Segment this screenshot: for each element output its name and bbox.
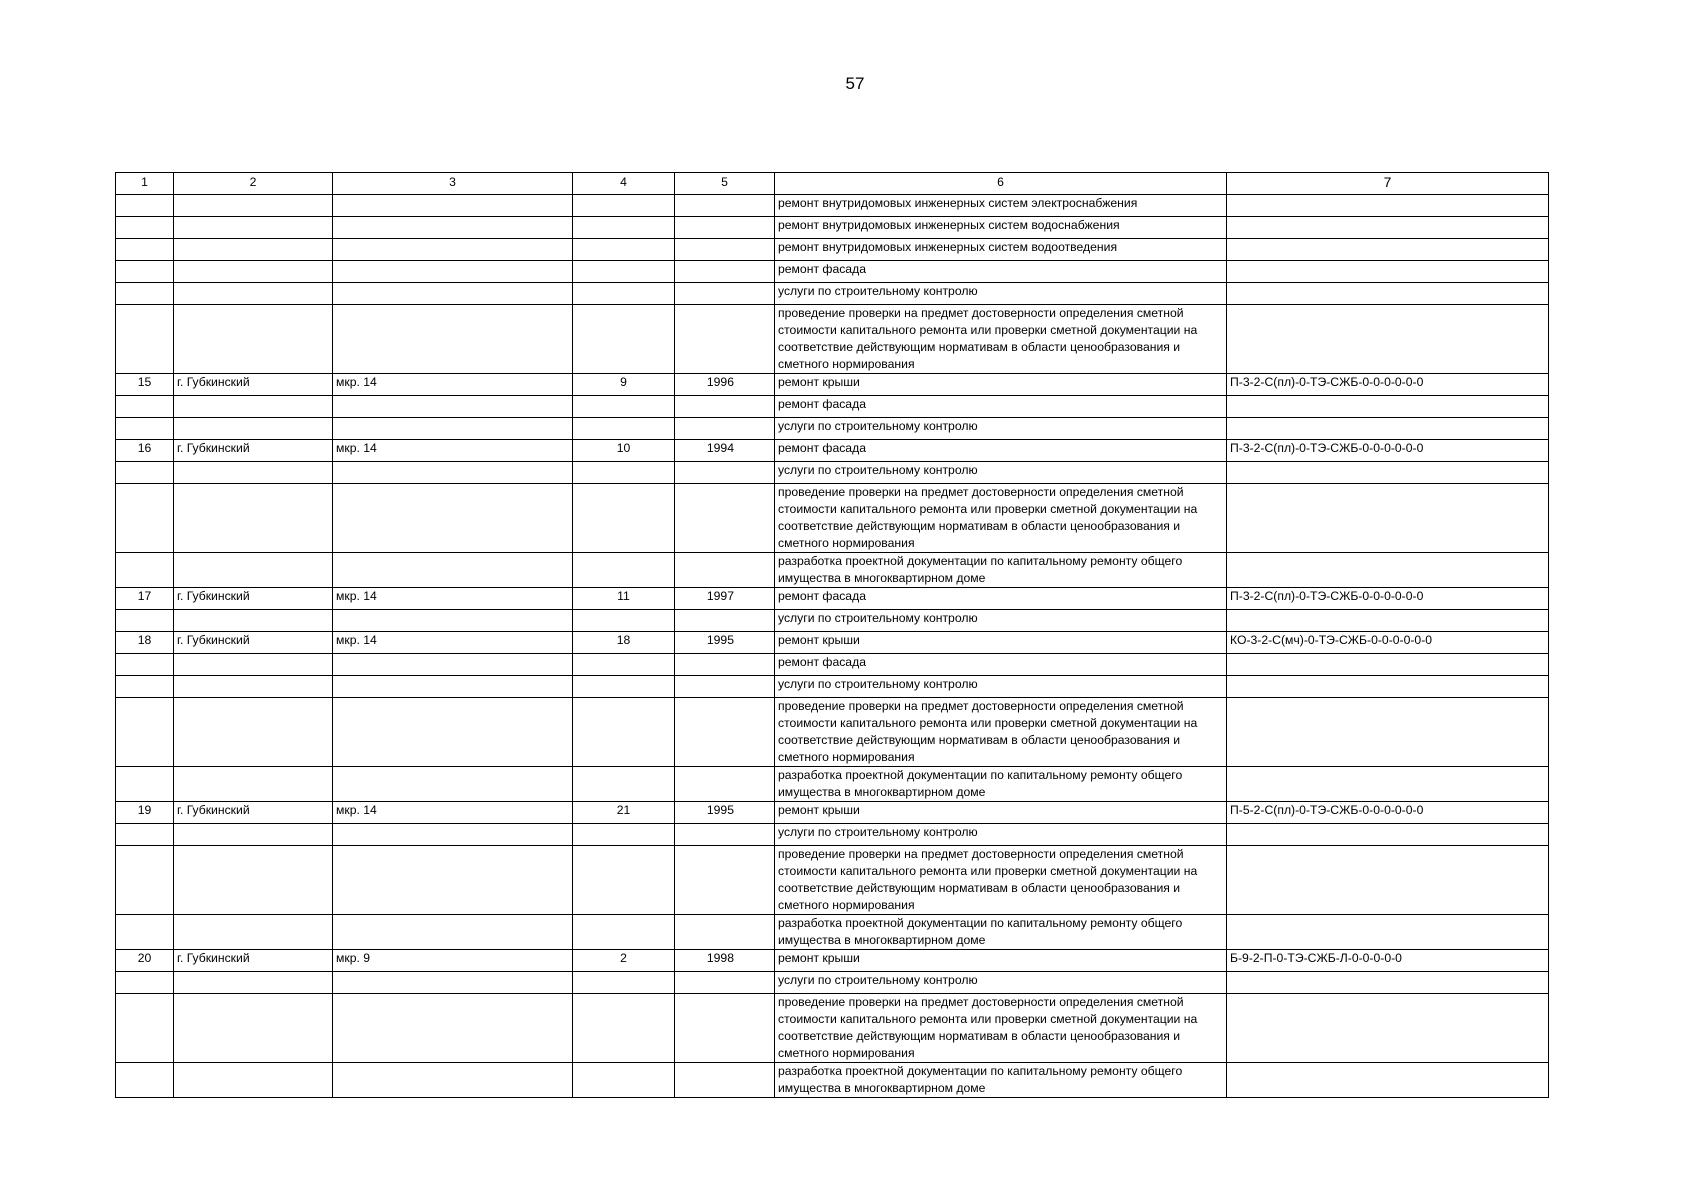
cell-district	[333, 824, 573, 846]
cell-house-number	[573, 698, 675, 767]
header-cell-5: 5	[675, 173, 775, 195]
cell-building-code	[1227, 239, 1549, 261]
cell-work-type: ремонт фасада	[775, 261, 1227, 283]
table-row	[116, 767, 1549, 802]
table-row	[116, 283, 1549, 305]
cell-house-number	[573, 217, 675, 239]
cell-city	[174, 846, 333, 915]
cell-district	[333, 1063, 573, 1098]
cell-row-number: 20	[116, 950, 174, 972]
cell-year	[675, 767, 775, 802]
cell-year	[675, 846, 775, 915]
cell-house-number	[573, 654, 675, 676]
cell-work-type: услуги по строительному контролю	[775, 462, 1227, 484]
cell-city	[174, 195, 333, 217]
cell-district	[333, 462, 573, 484]
cell-work-type: услуги по строительному контролю	[775, 283, 1227, 305]
cell-city	[174, 462, 333, 484]
cell-building-code	[1227, 972, 1549, 994]
table-row	[116, 972, 1549, 994]
cell-year: 1997	[675, 588, 775, 610]
cell-row-number	[116, 676, 174, 698]
cell-work-type: разработка проектной документации по капитальному ремонту общего имущества в многоквартирном доме	[775, 1063, 1227, 1098]
cell-row-number	[116, 484, 174, 553]
table-row	[116, 802, 1549, 824]
cell-building-code	[1227, 462, 1549, 484]
table-row	[116, 396, 1549, 418]
cell-row-number	[116, 396, 174, 418]
table-row	[116, 824, 1549, 846]
cell-house-number: 21	[573, 802, 675, 824]
cell-city: г. Губкинский	[174, 632, 333, 654]
cell-house-number: 2	[573, 950, 675, 972]
cell-house-number	[573, 824, 675, 846]
cell-city: г. Губкинский	[174, 950, 333, 972]
cell-building-code: КО-3-2-С(мч)-0-ТЭ-СЖБ-0-0-0-0-0-0	[1227, 632, 1549, 654]
cell-city: г. Губкинский	[174, 440, 333, 462]
cell-row-number	[116, 418, 174, 440]
cell-district	[333, 654, 573, 676]
table-body	[116, 195, 1549, 1098]
cell-building-code	[1227, 824, 1549, 846]
cell-work-type: ремонт фасада	[775, 588, 1227, 610]
cell-district	[333, 261, 573, 283]
table-row	[116, 374, 1549, 396]
cell-work-type: ремонт внутридомовых инженерных систем водоснабжения	[775, 217, 1227, 239]
table-row	[116, 610, 1549, 632]
cell-year	[675, 195, 775, 217]
cell-building-code: П-3-2-С(пл)-0-ТЭ-СЖБ-0-0-0-0-0-0	[1227, 374, 1549, 396]
cell-work-type: ремонт фасада	[775, 440, 1227, 462]
cell-city: г. Губкинский	[174, 588, 333, 610]
cell-city	[174, 767, 333, 802]
header-cell-2: 2	[174, 173, 333, 195]
cell-building-code: Б-9-2-П-0-ТЭ-СЖБ-Л-0-0-0-0-0	[1227, 950, 1549, 972]
cell-row-number	[116, 283, 174, 305]
cell-row-number	[116, 610, 174, 632]
cell-city	[174, 824, 333, 846]
cell-district	[333, 484, 573, 553]
cell-work-type: услуги по строительному контролю	[775, 418, 1227, 440]
header-cell-7: 7	[1227, 173, 1549, 195]
cell-city	[174, 553, 333, 588]
cell-house-number	[573, 261, 675, 283]
cell-year	[675, 261, 775, 283]
cell-building-code	[1227, 418, 1549, 440]
cell-work-type: услуги по строительному контролю	[775, 676, 1227, 698]
cell-year	[675, 698, 775, 767]
cell-district	[333, 553, 573, 588]
cell-row-number	[116, 195, 174, 217]
cell-district	[333, 676, 573, 698]
cell-year	[675, 305, 775, 374]
cell-year: 1996	[675, 374, 775, 396]
cell-district	[333, 698, 573, 767]
cell-district: мкр. 14	[333, 802, 573, 824]
cell-district: мкр. 14	[333, 588, 573, 610]
cell-city	[174, 396, 333, 418]
cell-building-code	[1227, 994, 1549, 1063]
cell-work-type: разработка проектной документации по капитальному ремонту общего имущества в многоквартирном доме	[775, 553, 1227, 588]
cell-work-type: разработка проектной документации по капитальному ремонту общего имущества в многоквартирном доме	[775, 915, 1227, 950]
cell-row-number	[116, 994, 174, 1063]
table-row	[116, 195, 1549, 217]
cell-row-number	[116, 767, 174, 802]
cell-city: г. Губкинский	[174, 374, 333, 396]
cell-row-number	[116, 553, 174, 588]
cell-city	[174, 972, 333, 994]
cell-house-number	[573, 239, 675, 261]
cell-district: мкр. 9	[333, 950, 573, 972]
header-cell-4: 4	[573, 173, 675, 195]
table-row	[116, 654, 1549, 676]
cell-row-number	[116, 217, 174, 239]
cell-house-number	[573, 610, 675, 632]
cell-city	[174, 1063, 333, 1098]
cell-year: 1994	[675, 440, 775, 462]
cell-house-number	[573, 553, 675, 588]
cell-row-number	[116, 846, 174, 915]
table-row	[116, 217, 1549, 239]
cell-work-type: услуги по строительному контролю	[775, 610, 1227, 632]
cell-year	[675, 283, 775, 305]
cell-district: мкр. 14	[333, 440, 573, 462]
table-row	[116, 305, 1549, 374]
cell-building-code	[1227, 915, 1549, 950]
cell-house-number	[573, 972, 675, 994]
cell-row-number	[116, 239, 174, 261]
cell-district	[333, 846, 573, 915]
table-row	[116, 553, 1549, 588]
cell-house-number: 9	[573, 374, 675, 396]
cell-work-type: проведение проверки на предмет достоверности определения сметной стоимости капитального ремонта или проверки сметной документации на соответствие действующим нормативам в области ценообразования и сметного нормирования	[775, 484, 1227, 553]
table-row	[116, 588, 1549, 610]
cell-row-number: 19	[116, 802, 174, 824]
cell-house-number	[573, 994, 675, 1063]
cell-row-number: 16	[116, 440, 174, 462]
cell-city	[174, 698, 333, 767]
cell-district	[333, 767, 573, 802]
table-row	[116, 440, 1549, 462]
cell-work-type: проведение проверки на предмет достоверности определения сметной стоимости капитального ремонта или проверки сметной документации на соответствие действующим нормативам в области ценообразования и сметного нормирования	[775, 305, 1227, 374]
table-row	[116, 676, 1549, 698]
cell-year	[675, 396, 775, 418]
cell-house-number	[573, 305, 675, 374]
cell-district	[333, 195, 573, 217]
cell-year	[675, 915, 775, 950]
cell-house-number	[573, 767, 675, 802]
cell-year	[675, 972, 775, 994]
cell-city	[174, 654, 333, 676]
cell-row-number	[116, 824, 174, 846]
cell-city	[174, 283, 333, 305]
cell-building-code	[1227, 610, 1549, 632]
cell-building-code	[1227, 676, 1549, 698]
cell-building-code	[1227, 654, 1549, 676]
cell-district	[333, 217, 573, 239]
cell-district	[333, 418, 573, 440]
cell-building-code	[1227, 217, 1549, 239]
cell-work-type: проведение проверки на предмет достоверности определения сметной стоимости капитального ремонта или проверки сметной документации на соответствие действующим нормативам в области ценообразования и сметного нормирования	[775, 698, 1227, 767]
cell-district: мкр. 14	[333, 632, 573, 654]
cell-house-number	[573, 676, 675, 698]
cell-work-type: ремонт фасада	[775, 654, 1227, 676]
cell-work-type: ремонт крыши	[775, 374, 1227, 396]
page-number: 57	[845, 74, 865, 93]
cell-row-number	[116, 915, 174, 950]
cell-house-number	[573, 195, 675, 217]
cell-district	[333, 239, 573, 261]
cell-row-number	[116, 654, 174, 676]
cell-row-number	[116, 305, 174, 374]
table-row	[116, 632, 1549, 654]
cell-city	[174, 418, 333, 440]
cell-city	[174, 994, 333, 1063]
header-cell-3: 3	[333, 173, 573, 195]
cell-year	[675, 462, 775, 484]
cell-year	[675, 676, 775, 698]
cell-district	[333, 972, 573, 994]
cell-district	[333, 994, 573, 1063]
cell-city	[174, 676, 333, 698]
cell-work-type: услуги по строительному контролю	[775, 824, 1227, 846]
cell-house-number: 11	[573, 588, 675, 610]
cell-house-number	[573, 1063, 675, 1098]
cell-building-code	[1227, 396, 1549, 418]
cell-work-type: ремонт внутридомовых инженерных систем электроснабжения	[775, 195, 1227, 217]
cell-row-number	[116, 698, 174, 767]
cell-district	[333, 396, 573, 418]
cell-house-number	[573, 462, 675, 484]
cell-row-number	[116, 1063, 174, 1098]
column-number-header-row	[116, 173, 1549, 195]
cell-year	[675, 994, 775, 1063]
cell-work-type: проведение проверки на предмет достоверности определения сметной стоимости капитального ремонта или проверки сметной документации на соответствие действующим нормативам в области ценообразования и сметного нормирования	[775, 994, 1227, 1063]
cell-work-type: ремонт крыши	[775, 632, 1227, 654]
cell-building-code	[1227, 553, 1549, 588]
table-row	[116, 418, 1549, 440]
cell-city	[174, 305, 333, 374]
cell-city	[174, 239, 333, 261]
cell-work-type: ремонт фасада	[775, 396, 1227, 418]
cell-city	[174, 484, 333, 553]
cell-year	[675, 1063, 775, 1098]
cell-district	[333, 283, 573, 305]
header-cell-6: 6	[775, 173, 1227, 195]
cell-house-number	[573, 915, 675, 950]
table-row	[116, 698, 1549, 767]
cell-year	[675, 654, 775, 676]
table-row	[116, 846, 1549, 915]
cell-building-code	[1227, 305, 1549, 374]
cell-work-type: разработка проектной документации по капитальному ремонту общего имущества в многоквартирном доме	[775, 767, 1227, 802]
cell-building-code	[1227, 283, 1549, 305]
cell-district: мкр. 14	[333, 374, 573, 396]
cell-year: 1998	[675, 950, 775, 972]
table-row	[116, 994, 1549, 1063]
cell-building-code	[1227, 767, 1549, 802]
cell-row-number	[116, 972, 174, 994]
cell-building-code: П-5-2-С(пл)-0-ТЭ-СЖБ-0-0-0-0-0-0	[1227, 802, 1549, 824]
cell-year	[675, 239, 775, 261]
cell-house-number	[573, 846, 675, 915]
cell-building-code	[1227, 484, 1549, 553]
cell-building-code	[1227, 846, 1549, 915]
table-row	[116, 484, 1549, 553]
cell-city	[174, 217, 333, 239]
cell-row-number: 17	[116, 588, 174, 610]
cell-district	[333, 915, 573, 950]
cell-city	[174, 610, 333, 632]
header-cell-1: 1	[116, 173, 174, 195]
cell-row-number: 18	[116, 632, 174, 654]
table-row	[116, 915, 1549, 950]
cell-work-type: проведение проверки на предмет достоверности определения сметной стоимости капитального ремонта или проверки сметной документации на соответствие действующим нормативам в области ценообразования и сметного нормирования	[775, 846, 1227, 915]
cell-year: 1995	[675, 632, 775, 654]
capital-repair-table	[115, 172, 1549, 1098]
table-row	[116, 1063, 1549, 1098]
cell-row-number: 15	[116, 374, 174, 396]
cell-district	[333, 610, 573, 632]
cell-work-type: ремонт крыши	[775, 950, 1227, 972]
cell-city	[174, 261, 333, 283]
cell-year	[675, 824, 775, 846]
cell-house-number	[573, 418, 675, 440]
cell-work-type: ремонт крыши	[775, 802, 1227, 824]
cell-work-type: услуги по строительному контролю	[775, 972, 1227, 994]
cell-city	[174, 915, 333, 950]
cell-year	[675, 484, 775, 553]
cell-year	[675, 418, 775, 440]
table-row	[116, 950, 1549, 972]
cell-row-number	[116, 462, 174, 484]
cell-building-code	[1227, 261, 1549, 283]
cell-work-type: ремонт внутридомовых инженерных систем водоотведения	[775, 239, 1227, 261]
table-row	[116, 239, 1549, 261]
cell-city: г. Губкинский	[174, 802, 333, 824]
cell-house-number: 18	[573, 632, 675, 654]
cell-building-code	[1227, 1063, 1549, 1098]
table-row	[116, 462, 1549, 484]
cell-building-code: П-3-2-С(пл)-0-ТЭ-СЖБ-0-0-0-0-0-0	[1227, 588, 1549, 610]
cell-year: 1995	[675, 802, 775, 824]
cell-building-code	[1227, 698, 1549, 767]
table-row	[116, 261, 1549, 283]
cell-house-number: 10	[573, 440, 675, 462]
cell-house-number	[573, 283, 675, 305]
cell-building-code: П-3-2-С(пл)-0-ТЭ-СЖБ-0-0-0-0-0-0	[1227, 440, 1549, 462]
cell-district	[333, 305, 573, 374]
cell-row-number	[116, 261, 174, 283]
cell-year	[675, 553, 775, 588]
cell-year	[675, 610, 775, 632]
cell-year	[675, 217, 775, 239]
cell-house-number	[573, 484, 675, 553]
cell-house-number	[573, 396, 675, 418]
cell-building-code	[1227, 195, 1549, 217]
